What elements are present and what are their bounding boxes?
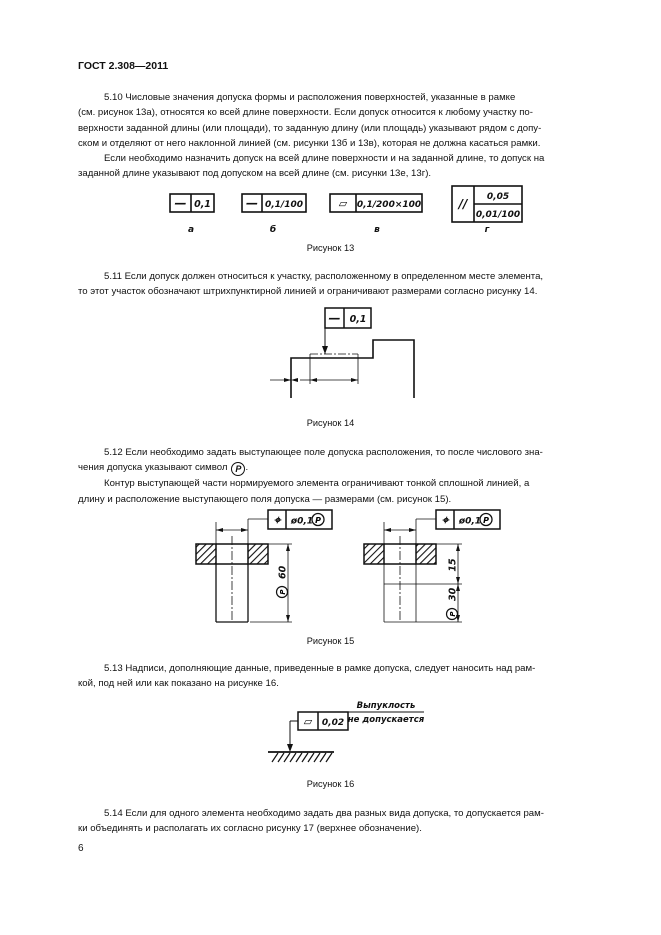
document-header: ГОСТ 2.308—2011 (78, 60, 169, 72)
text-line: 5.10 Числовые значения допуска формы и расположения поверхностей, указанные в рамке (104, 92, 516, 103)
straightness-icon: — (174, 196, 187, 210)
label-v: в (374, 225, 380, 235)
paragraph-5-14 (78, 806, 614, 837)
flatness-icon: ▱ (303, 715, 313, 728)
text-line: (см. рисунок 13а), относятся ко всей длине поверхности. Если допуск относится к любому участку по- (78, 107, 533, 119)
frame-v-value: 0,1/200×100 (356, 200, 422, 210)
dim-left: 60 (277, 565, 289, 579)
text-line: ки объединять и располагать их согласно рисунку 17 (верхнее обозначение). (78, 823, 422, 835)
dim-right-b: 15 (447, 558, 459, 572)
text-line: длину и расположение выступающего поля допуска — размерами (см. рисунок 15). (78, 493, 452, 505)
frame-14-value: 0,1 (349, 314, 367, 325)
straightness-icon: — (328, 311, 341, 325)
note-bottom: не допускается (347, 715, 425, 725)
text-line: 5.12 Если необходимо задать выступающее поле допуска расположения, то после числового зна- (104, 447, 543, 458)
projected-tolerance-symbol: P (483, 516, 489, 525)
caption-figure-15: Рисунок 15 (306, 636, 355, 646)
text-line: Контур выступающей части нормируемого элемента ограничивают тонкой сплошной линией, а (104, 478, 530, 490)
label-g: г (484, 225, 490, 235)
frame-g-bottom: 0,01/100 (475, 210, 521, 220)
caption-figure-13: Рисунок 13 (306, 243, 355, 253)
dim-right-a: 30 (447, 587, 459, 601)
straightness-icon: — (246, 196, 258, 210)
note-top: Выпуклость (356, 701, 416, 711)
text-line: ском и отделяют от него наклонной линией (см. рисунки 13б и 13в), которая не должна касаться рамки. (78, 137, 541, 149)
frame-g-top: 0,05 (486, 192, 510, 202)
frame-a-value: 0,1 (194, 199, 211, 210)
caption-figure-16: Рисунок 16 (306, 779, 355, 789)
text-line: 5.14 Если для одного элемента необходимо задать два разных вида допуска, то допускается рам- (104, 808, 544, 819)
page-number: 6 (78, 843, 84, 854)
text-line: 5.13 Надписи, дополняющие данные, приведенные в рамке допуска, следует наносить над рам- (104, 663, 536, 674)
text-line: заданной длине указывают под допуском на всей длине (см. рисунки 13е, 13г). (78, 168, 432, 180)
caption-figure-14: Рисунок 14 (306, 418, 355, 428)
text-line: то этот участок обозначают штрихпунктирной линией и ограничивают размерами согласно рисунку 14. (78, 286, 538, 298)
parallelism-icon: // (458, 197, 468, 211)
projected-tolerance-symbol: P (231, 462, 245, 476)
text-line: Если необходимо назначить допуск на всей длине поверхности и на заданной длине, то допуск на (104, 153, 545, 165)
text-line: 5.11 Если допуск должен относиться к участку, расположенному в определенном месте элемента, (104, 271, 544, 282)
projected-tolerance-symbol: P (449, 611, 457, 617)
position-icon: ⌖ (273, 513, 281, 527)
projected-tolerance-symbol: P (315, 516, 321, 525)
fig15-left-value: ø0,1 (290, 516, 314, 527)
label-a: а (187, 225, 195, 235)
frame-16-value: 0,02 (321, 718, 345, 728)
position-icon: ⌖ (441, 513, 449, 527)
text-line: кой, под ней или как показано на рисунке 16. (78, 678, 279, 690)
fig15-right-value: ø0,1 (458, 516, 482, 527)
projected-tolerance-symbol: P (279, 589, 287, 595)
text-span: . (245, 462, 249, 474)
frame-b-value: 0,1/100 (264, 200, 304, 210)
label-b: б (269, 225, 277, 235)
text-span: чения допуска указывают символ (78, 462, 228, 474)
flatness-icon: ▱ (338, 197, 348, 210)
text-line: верхности заданной длины (или площади), то заданную длину (или площадь) указывают рядом с допу- (78, 122, 542, 134)
